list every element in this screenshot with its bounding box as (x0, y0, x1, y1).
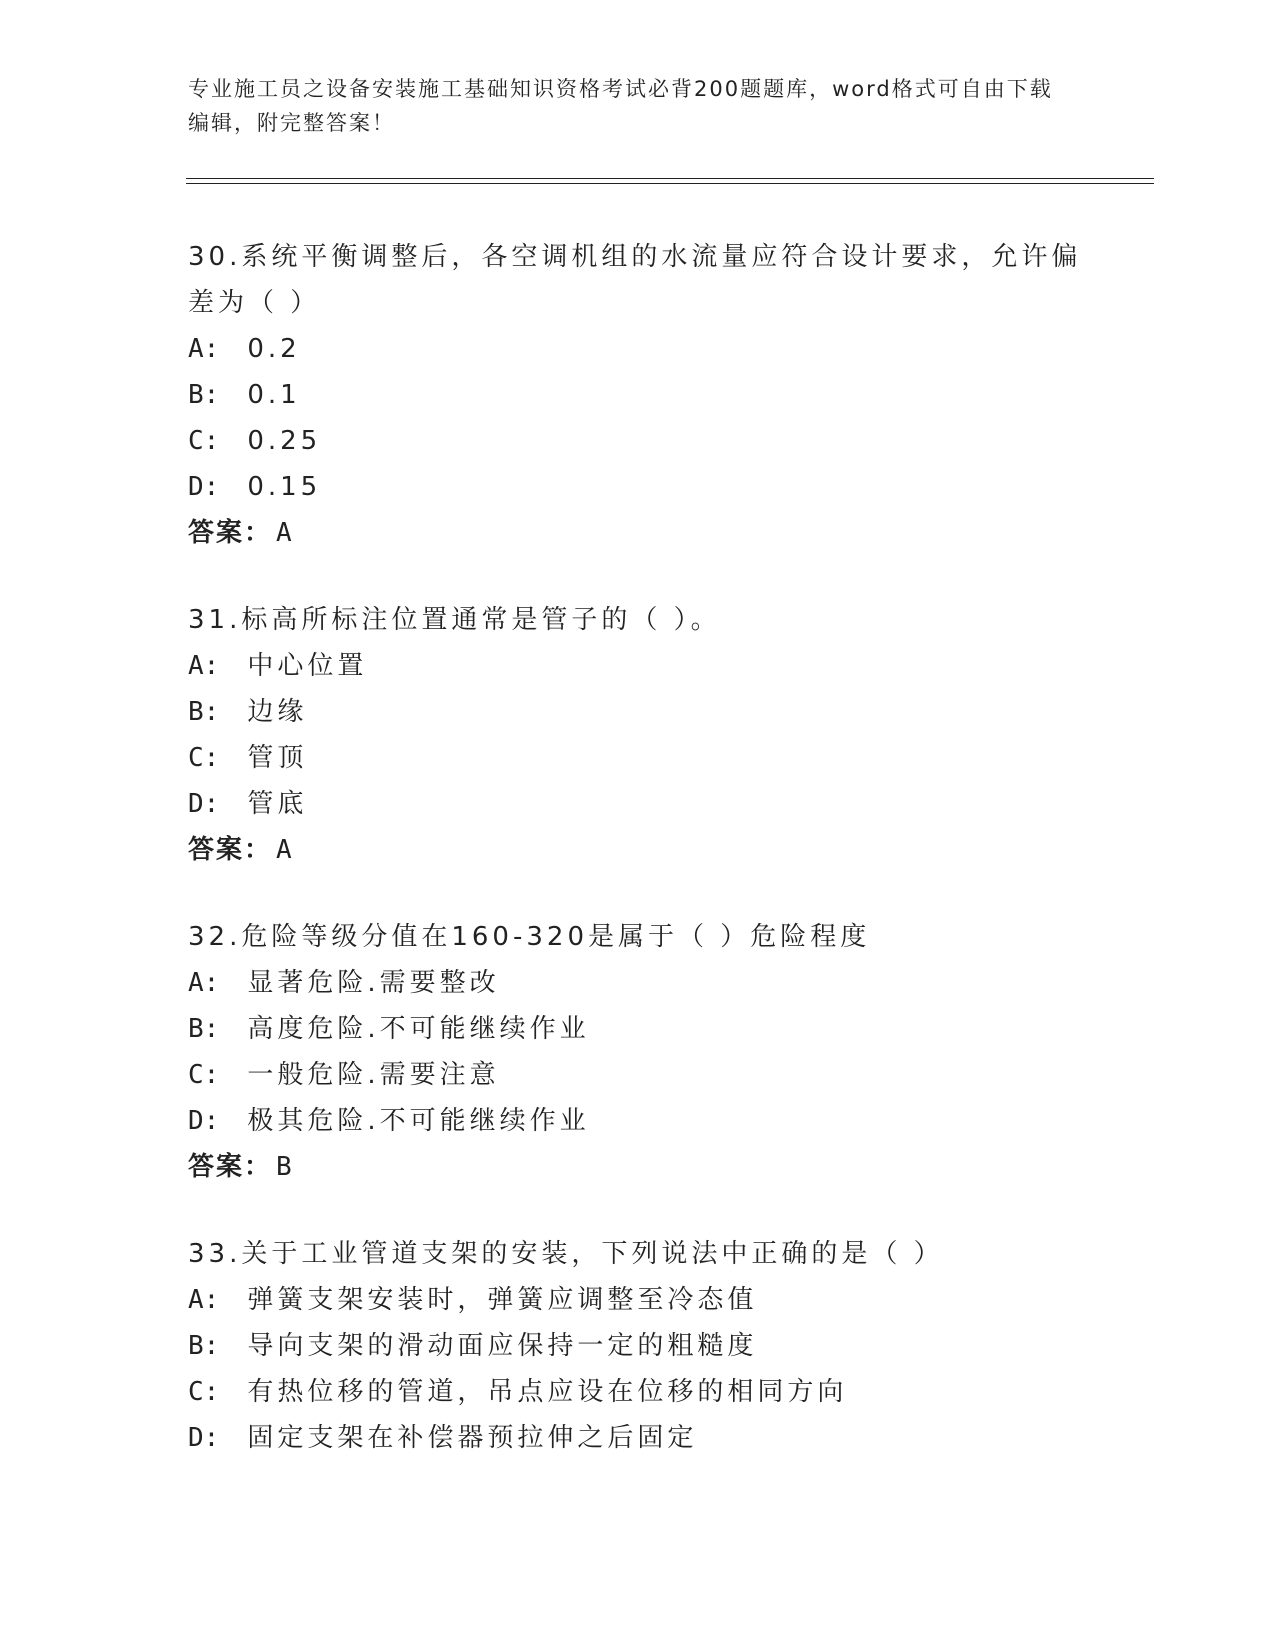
option-b (188, 372, 1088, 418)
option-text: 中心位置 (247, 651, 368, 681)
option-letter: A: (188, 1285, 220, 1315)
option-a (188, 643, 1088, 689)
option-letter: B: (188, 697, 220, 727)
option-letter: B: (188, 380, 220, 410)
answer-label: 答案： (188, 835, 273, 865)
option-text: 0.1 (247, 380, 301, 410)
answer-line (188, 1144, 1088, 1190)
option-text: 0.15 (247, 472, 322, 502)
option-text: 显著危险.需要整改 (247, 968, 500, 998)
option-text: 边缘 (247, 697, 308, 727)
option-text: 极其危险.不可能继续作业 (247, 1106, 590, 1136)
option-c (188, 735, 1088, 781)
question-text: 32.危险等级分值在160-320是属于（ ）危险程度 (188, 922, 871, 952)
option-letter: D: (188, 789, 220, 819)
option-text: 一般危险.需要注意 (247, 1060, 500, 1090)
option-letter: B: (188, 1331, 220, 1361)
answer-value: A (276, 518, 294, 548)
option-text: 弹簧支架安装时，弹簧应调整至冷态值 (247, 1285, 758, 1315)
option-c (188, 1369, 1088, 1415)
option-text: 0.2 (247, 334, 301, 364)
option-letter: D: (188, 472, 220, 502)
question-list (188, 234, 1088, 1502)
answer-value: B (276, 1152, 294, 1182)
option-c (188, 1052, 1088, 1098)
answer-line (188, 827, 1088, 873)
option-d (188, 1098, 1088, 1144)
option-d (188, 781, 1088, 827)
option-text: 导向支架的滑动面应保持一定的粗糙度 (247, 1331, 758, 1361)
option-text: 有热位移的管道，吊点应设在位移的相同方向 (247, 1377, 848, 1407)
option-letter: A: (188, 651, 220, 681)
option-b (188, 1006, 1088, 1052)
option-letter: B: (188, 1014, 220, 1044)
option-letter: C: (188, 1377, 220, 1407)
option-b (188, 689, 1088, 735)
option-a (188, 960, 1088, 1006)
question-32 (188, 914, 1088, 1190)
option-d (188, 1415, 1088, 1461)
answer-label: 答案： (188, 1152, 273, 1182)
option-letter: C: (188, 1060, 220, 1090)
option-a (188, 326, 1088, 372)
option-text: 管底 (247, 789, 308, 819)
option-letter: D: (188, 1106, 220, 1136)
option-letter: D: (188, 1423, 220, 1453)
option-text: 固定支架在补偿器预拉伸之后固定 (247, 1423, 698, 1453)
answer-line (188, 510, 1088, 556)
header-divider-top (186, 178, 1154, 179)
question-text: 30.系统平衡调整后，各空调机组的水流量应符合设计要求，允许偏差为（ ） (188, 242, 1082, 318)
question-31 (188, 597, 1088, 873)
option-b (188, 1323, 1088, 1369)
question-30 (188, 234, 1088, 556)
option-text: 管顶 (247, 743, 308, 773)
option-d (188, 464, 1088, 510)
option-a (188, 1277, 1088, 1323)
header-divider-bottom (186, 183, 1154, 184)
document-header: 专业施工员之设备安装施工基础知识资格考试必背200题题库，word格式可自由下载编辑，附完整答案！ (188, 77, 1053, 135)
answer-label: 答案： (188, 518, 273, 548)
question-text: 33.关于工业管道支架的安装，下列说法中正确的是（ ） (188, 1239, 944, 1269)
answer-value: A (276, 835, 294, 865)
option-text: 高度危险.不可能继续作业 (247, 1014, 590, 1044)
option-letter: C: (188, 743, 220, 773)
question-text: 31.标高所标注位置通常是管子的（ ）。 (188, 605, 721, 635)
question-33 (188, 1231, 1088, 1461)
option-letter: A: (188, 968, 220, 998)
option-text: 0.25 (247, 426, 322, 456)
option-c (188, 418, 1088, 464)
option-letter: A: (188, 334, 220, 364)
option-letter: C: (188, 426, 220, 456)
